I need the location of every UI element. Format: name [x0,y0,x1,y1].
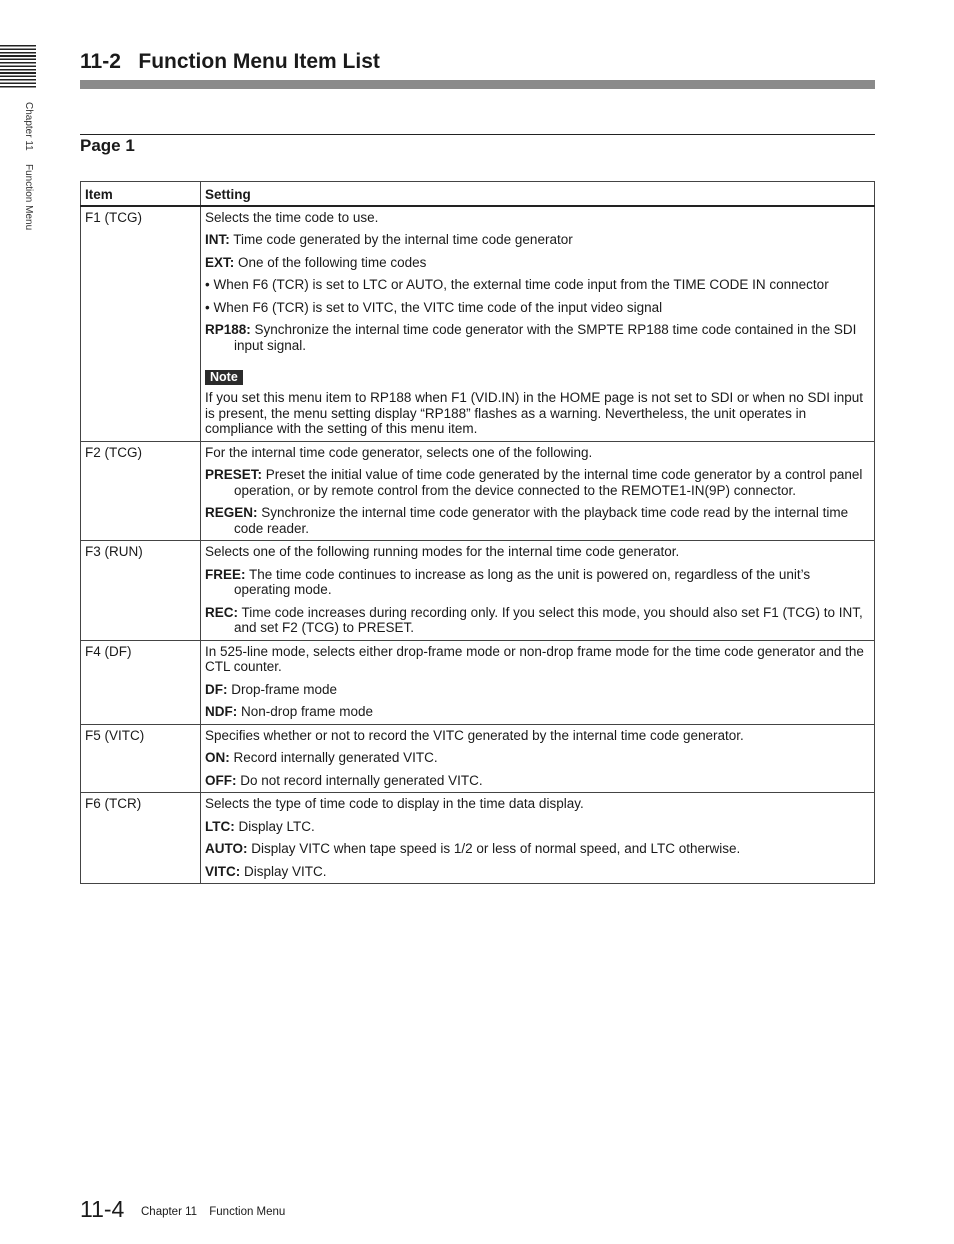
option-line [205,750,870,766]
item-cell: F6 (TCR) [81,793,201,884]
option-label: DF: [205,681,228,697]
line-text: • When F6 (TCR) is set to VITC, the VITC time code of the input video signal [205,299,663,315]
note-badge: Note [205,370,243,385]
chapter-index-marks [0,45,36,89]
line-text: Display LTC. [234,818,315,834]
footer-chapter-name: Function Menu [209,1206,286,1218]
description-line [205,644,870,675]
column-header-setting: Setting [201,182,875,206]
option-label: EXT: [205,254,235,270]
line-text: Preset the initial value of time code generated by the internal time code generator by a control panel operation, or by remote control from the device connected to the REMOTE1-IN(9P) connector. [234,467,863,498]
line-text: Time code increases during recording only. If you select this mode, you should also set F1 (TCG) to INT, and set F2 (TCG) to PRESET. [234,604,863,635]
option-line [205,567,870,598]
setting-cell [201,441,875,541]
description-line [205,796,870,812]
description-line [205,300,870,316]
column-header-item: Item [81,182,201,206]
line-text: Selects one of the following running modes for the internal time code generator. [205,544,680,559]
item-cell: F2 (TCG) [81,441,201,541]
line-text: Display VITC when tape speed is 1/2 or less of normal speed, and LTC otherwise. [247,841,741,856]
option-line [205,605,870,636]
line-text: Synchronize the internal time code generator with the playback time code read by the internal time code reader. [234,505,849,536]
description-line [205,445,870,461]
footer-chapter: Chapter 11 [141,1206,198,1218]
setting-cell [201,541,875,641]
line-text: Do not record internally generated VITC. [236,772,483,788]
setting-cell [201,793,875,884]
line-text: Synchronize the internal time code generator with the SMPTE RP188 time code contained in the SDI input signal. [234,322,857,353]
option-label: RP188: [205,322,251,337]
table-row [81,640,875,724]
section-title: 11-2 Function Menu Item List [80,50,380,73]
line-text: In 525-line mode, selects either drop-frame mode or non-drop frame mode for the time code generator and the CTL counter. [205,643,864,674]
line-text: Non-drop frame mode [237,704,374,719]
option-label: OFF: [205,772,237,788]
item-cell: F3 (RUN) [81,541,201,641]
description-line [205,210,870,226]
line-text: Time code generated by the internal time code generator [229,232,573,247]
item-cell: F1 (TCG) [81,206,201,442]
option-line [205,682,870,698]
line-text: • When F6 (TCR) is set to LTC or AUTO, the external time code input from the TIME CODE IN connector [205,277,829,292]
title-underline-bar [80,80,875,89]
option-label: REC: [205,604,238,620]
description-line [205,277,870,293]
option-line [205,467,870,498]
option-line [205,232,870,248]
line-text: Display VITC. [240,863,327,879]
page-heading: Page 1 [80,136,135,155]
option-line [205,505,870,536]
line-text: Selects the type of time code to display in the time data display. [205,796,584,811]
option-line [205,773,870,789]
table-header-row [81,182,875,206]
line-text: Selects the time code to use. [205,209,379,225]
option-label: FREE: [205,566,246,582]
footer-chapter-label [141,1206,285,1218]
line-text: Specifies whether or not to record the VITC generated by the internal time code generator. [205,727,744,743]
side-tab-chapter: Chapter 11 [23,102,34,151]
option-line [205,255,870,271]
option-label: LTC: [205,818,235,834]
option-line [205,841,870,857]
line-text: Record internally generated VITC. [229,750,438,765]
option-line [205,819,870,835]
setting-cell [201,640,875,724]
setting-cell [201,206,875,442]
option-label: ON: [205,750,230,765]
table-row [81,441,875,541]
item-cell: F5 (VITC) [81,724,201,793]
item-cell: F4 (DF) [81,640,201,724]
side-tab-name: Function Menu [23,163,34,230]
option-label: INT: [205,232,230,247]
option-line [205,864,870,880]
option-line [205,704,870,720]
function-menu-table [80,181,875,884]
description-line [205,544,870,560]
option-label: NDF: [205,704,238,719]
table-body [81,206,875,884]
table-row [81,793,875,884]
page-heading-rule [80,134,875,135]
option-label: AUTO: [205,841,248,856]
line-text: For the internal time code generator, selects one of the following. [205,444,593,460]
setting-cell [201,724,875,793]
table-row [81,206,875,442]
option-label: REGEN: [205,505,258,520]
option-label: VITC: [205,863,241,879]
chapter-side-tab [23,102,34,240]
table-row [81,541,875,641]
line-text: The time code continues to increase as long as the unit is powered on, regardless of the unit’s operating mode. [234,566,811,597]
table-row [81,724,875,793]
line-text: One of the following time codes [234,254,427,270]
option-label: PRESET: [205,467,263,482]
note-text: If you set this menu item to RP188 when F1 (VID.IN) in the HOME page is not set to SDI or when no SDI input is present, the menu setting display “RP188” flashes as a warning. Nevertheless, the unit operates in compliance with the setting of this menu item. [205,390,864,436]
line-text: Drop-frame mode [227,681,338,697]
option-line [205,322,870,353]
description-line [205,728,870,744]
page-number: 11-4 [80,1196,125,1222]
